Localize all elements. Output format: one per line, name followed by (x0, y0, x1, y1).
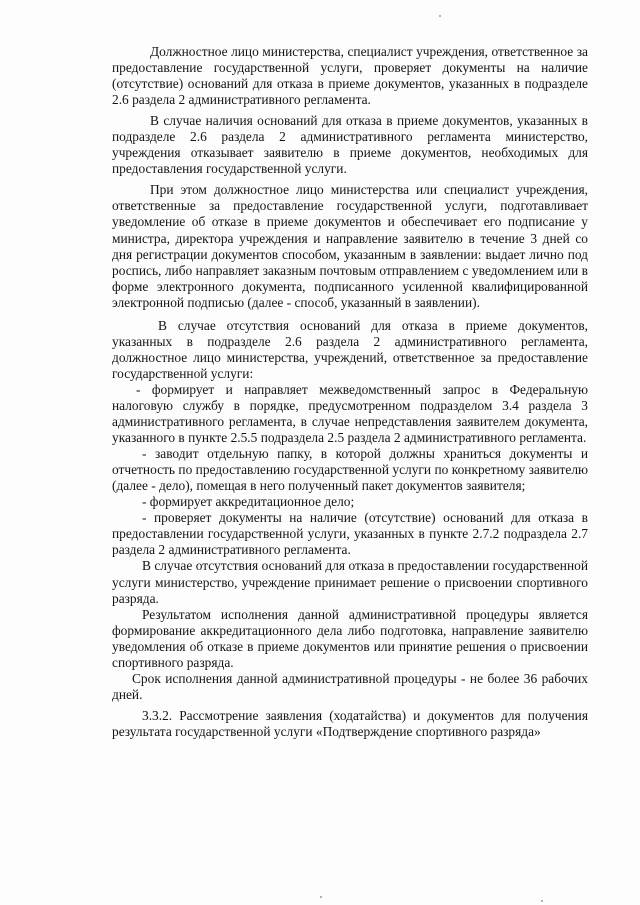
section-heading-3-3-2: 3.3.2. Рассмотрение заявления (ходатайства) и документов для получения результата государственной услуги «Подтверждение спортивного разряда» (112, 707, 588, 739)
scan-speck-top (439, 15, 441, 17)
document-body (112, 44, 588, 740)
scan-speck-bottom (320, 896, 322, 898)
paragraph-refusal-notification: При этом должностное лицо министерства или специалист учреждения, ответственные за предоставление государственной услуги, подготавливает уведомление об отказе в приеме документов и обеспечивает его подписание у министра, директора учреждения и направление заявителю в течение 3 дней со дня регистрации документов способом, указанным в заявлении: выдает лично под роспись, либо направляет заказным почтовым отправлением с уведомлением или в форме электронного документа, подписанного усиленной квалифицированной электронной подписью (далее - способ, указанный в заявлении). (112, 182, 588, 310)
list-item-interdepartmental-request: - формирует и направляет межведомственный запрос в Федеральную налоговую службу в порядке, предусмотренном подразделом 3.4 раздела 3 административного регламента, в случае непредставления заявителем документа, указанного в пункте 2.5.5 подраздела 2.5 раздела 2 административного регламента. (112, 381, 588, 446)
list-item-open-case-folder: - заводит отдельную папку, в которой должны храниться документы и отчетность по предоставлению государственной услуги по конкретному заявителю (далее - дело), помещая в него полученный пакет документов заявителя; (112, 446, 588, 494)
scan-speck-bottom-right (541, 900, 543, 902)
paragraph-no-refusal-grounds: В случае отсутствия оснований для отказа в приеме документов, указанных в подразделе 2.6 раздела 2 административного регламента, должностное лицо министерства, учреждений, ответственное за предоставление государственной услуги: (112, 317, 588, 381)
list-item-check-documents: - проверяет документы на наличие (отсутствие) оснований для отказа в предоставлении государственной услуги, указанных в пункте 2.7.2 подраздела 2.7 раздела 2 административного регламента. (112, 510, 588, 558)
paragraph-document-check: Должностное лицо министерства, специалист учреждения, ответственное за предоставление государственной услуги, проверяет документы на наличие (отсутствие) оснований для отказа в приеме документов, указанных в подразделе 2.6 раздела 2 административного регламента. (112, 44, 588, 108)
list-item-accreditation-case: - формирует аккредитационное дело; (142, 494, 355, 510)
paragraph-procedure-result: Результатом исполнения данной административной процедуры является формирование аккредитационного дела либо подготовка, направление заявителю уведомления об отказе в приеме документов или принятие решения о присвоении спортивного разряда. (112, 606, 588, 670)
paragraph-rank-decision: В случае отсутствия оснований для отказа в предоставлении государственной услуги министерство, учреждение принимает решение о присвоении спортивного разряда. (112, 558, 588, 606)
paragraph-procedure-term: Срок исполнения данной административной процедуры - не более 36 рабочих дней. (112, 670, 588, 702)
paragraph-refusal-grounds: В случае наличия оснований для отказа в приеме документов, указанных в подразделе 2.6 раздела 2 административного регламента министерство, учреждения отказывает заявителю в приеме документов, необходимых для предоставления государственной услуги. (112, 113, 588, 177)
